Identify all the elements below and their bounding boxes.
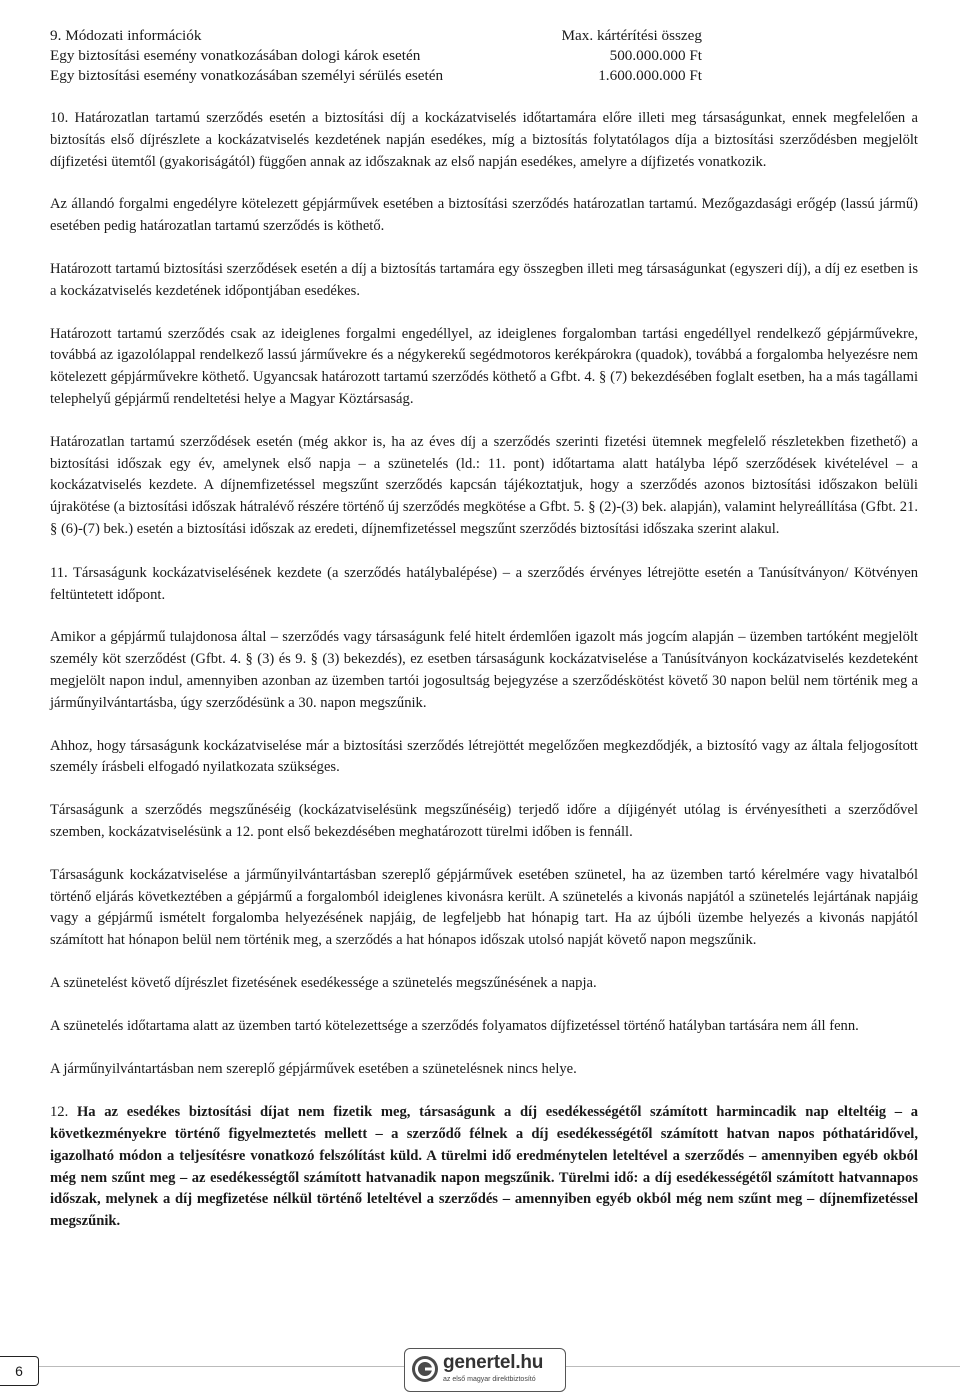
paragraph-11-8: A járműnyilvántartásban nem szereplő gépjárművek esetében a szünetelésnek nincs helye. xyxy=(50,1060,577,1077)
document-page xyxy=(50,26,918,1233)
paragraph-12-text: Ha az esedékes biztosítási díjat nem fizetik meg, társaságunk a díj esedékességétől számított harmincadik nap elteltéig – a következményekre történő figyelmeztetés mellett – a szerződő félnek a díj esedékességétől számított hatvan napos póthatáridővel, igazolható módon a teljesítésre vonatkozó felszólítást küld. A türelmi idő eredménytelen leteltével a szerződés – amennyiben egyéb okból még nem szűnt meg – az esedékességtől számított hatvanadik napon megszűnik. Türelmi idő: a díj esedékességétől számított hatvannapos időszak, melynek a díj megfizetése nélkül történő leteltével a szerződés – amennyiben egyéb okból még nem szűnt meg – díjnemfizetéssel megszűnik. xyxy=(50,1104,918,1230)
genertel-logo xyxy=(404,1348,566,1392)
table-row xyxy=(50,46,918,66)
paragraph-11-3: Ahhoz, hogy társaságunk kockázatviselése már a biztosítási szerződés létrejöttét megelőzően megkezdődjék, a biztosító vagy az általa feljogosított személy írásbeli elfogadó nyilatkozata szükséges. xyxy=(50,737,918,776)
genertel-g-icon xyxy=(411,1355,439,1383)
page-number: 6 xyxy=(0,1356,39,1386)
paragraph-12-number: 12. xyxy=(50,1104,69,1121)
paragraph-11-5: Társaságunk kockázatviselése a járműnyilvántartásban szereplő gépjárművek esetében szünetel, ha az üzemben tartó kérelmére vagy hivatalból történő eljárás következtében a gépjármű a forgalomból ideiglenes kivonásra került. A szünetelés a kivonás napjától a szünetelés lejártának napjáig vagy a gépjármű ismételt forgalomba helyezésének napjáig, de legfeljebb hat hónapig tart. Ha az újbóli üzembe helyezés a kivonás napjától számított hat hónapon belül nem történik meg, a szerződés a hat hónapos időszak utolsó napját követő napon megszűnik. xyxy=(50,866,918,949)
paragraph-10-4: Határozott tartamú szerződés csak az ideiglenes forgalmi engedéllyel, az ideiglenes forgalomban tartási engedéllyel rendelkező gépjárművekre, továbbá az igazolólappal rendelkező lassú járművekre és a négykerekű segédmotoros kerékpárokra (quadok), továbbá a forgalomba helyezésre nem kötelezett gépjárművekre köthető. Ugyancsak határozott tartamú szerződés köthető a Gfbt. 4. § (7) bekezdésében foglalt esetben, ha a más tagállami telephelyű gépjármű rendeltetési helye a Magyar Köztársaság. xyxy=(50,325,918,407)
section-9-header-row xyxy=(50,26,918,46)
max-amount-header: Max. kártérítési összeg xyxy=(561,27,702,44)
paragraph-11-7: A szünetelés időtartama alatt az üzemben tartó kötelezettsége a szerződés folyamatos díjfizetéssel történő hatályban tartására nem áll fenn. xyxy=(50,1017,859,1034)
paragraph-11-6: A szünetelést követő díjrészlet fizetésének esedékessége a szünetelés megszűnésének a napja. xyxy=(50,974,597,991)
row-label: Egy biztosítási esemény vonatkozásában személyi sérülés esetén xyxy=(50,67,444,84)
paragraph-10-5: Határozatlan tartamú szerződések esetén (még akkor is, ha az éves díj a szerződés szerinti fizetési ütemnek megfelelő részletekben fizethető) a biztosítási időszak egy év, amelynek első napja – a szünetelés (ld.: 11. pont) időtartama alatt hatályba lépő szerződések kivételével – a kockázatviselés kezdete. A díjnemfizetéssel megszűnt szerződés kapcsán tájékoztatjuk, hogy a szerződés azonos biztosítási időszakon belüli újrakötése (a biztosítási időszak hátralévő részére történő új szerződés megkötése a Gfbt. 5. § (2)-(3) bek. alapján), valamint helyreállítása (Gfbt. 21. § (6)-(7) bek.) esetén a biztosítási időszak az eredeti, díjnemfizetéssel megszűnt szerződés biztosítási időszaka szerint alakul. xyxy=(50,433,918,537)
section-9-table xyxy=(50,26,918,86)
table-row xyxy=(50,66,918,86)
row-amount: 500.000.000 Ft xyxy=(609,47,702,64)
section-9-title: 9. Módozati információk xyxy=(50,27,202,44)
logo-name: genertel.hu xyxy=(443,1352,544,1373)
paragraph-11-4: Társaságunk a szerződés megszűnéséig (kockázatviselésünk megszűnéséig) terjedő időre a díjigényét utólag is érvényesítheti a szerződővel szemben, kockázatviselésünk a 12. pont első bekezdésében meghatározott türelmi időben is fennáll. xyxy=(50,802,918,840)
paragraph-10-2: Az állandó forgalmi engedélyre kötelezett gépjárművek esetében a biztosítási szerződés határozatlan tartamú. Mezőgazdasági erőgép (lassú jármű) esetében pedig határozatlan tartamú szerződés is köthető. xyxy=(50,196,918,235)
row-amount: 1.600.000.000 Ft xyxy=(598,67,702,84)
paragraph-10-1: 10. Határozatlan tartamú szerződés esetén a biztosítási díj a kockázatviselés időtartamára előre illeti meg társaságunkat, ennek megfelelően a biztosítás első díjrészlete a kockázatviselés kezdetének napján esedékes, míg a biztosítás folytatólagos díja a biztosítási szerződésben megjelölt díjfizetési ütemtől (gyakoriságától) függően annak az időszaknak az első napján esedékes, amelyre a díjfizetés vonatkozik. xyxy=(50,110,918,170)
paragraph-10-3: Határozott tartamú biztosítási szerződések esetén a díj a biztosítás tartamára egy összegben illeti meg társaságunkat (egyszeri díj), a díj ez esetben is a kockázatviselés kezdetének időpontjában esedékes. xyxy=(50,260,918,299)
paragraph-11-1: 11. Társaságunk kockázatviselésének kezdete (a szerződés hatálybalépése) – a szerződés érvényes létrejötte esetén a Tanúsítványon/ Kötvényen feltüntetett időpont. xyxy=(50,564,918,603)
logo-tagline: az első magyar direktbiztosító xyxy=(443,1376,536,1383)
paragraph-11-2: Amikor a gépjármű tulajdonosa által – szerződés vagy társaságunk felé hitelt érdemlően igazolt más jogcím alapján – üzemben tartóként megjelölt személy köt szerződést (Gfbt. 4. § (3) és 9. § (3) bekezdés), ez esetben társaságunk kockázatviselése a Tanúsítványon kockázatviselés kezdeteként megjelölt napon indul, amennyiben azonban az üzemben tartói jogosultság bejegyzése a szerződéskötést követő 30 napon belül nem történik meg a járműnyilvántartásba, úgy szerződésünk a 30. napon megszűnik. xyxy=(50,629,918,711)
row-label: Egy biztosítási esemény vonatkozásában dologi károk esetén xyxy=(50,47,421,64)
paragraph-12 xyxy=(50,1102,918,1233)
